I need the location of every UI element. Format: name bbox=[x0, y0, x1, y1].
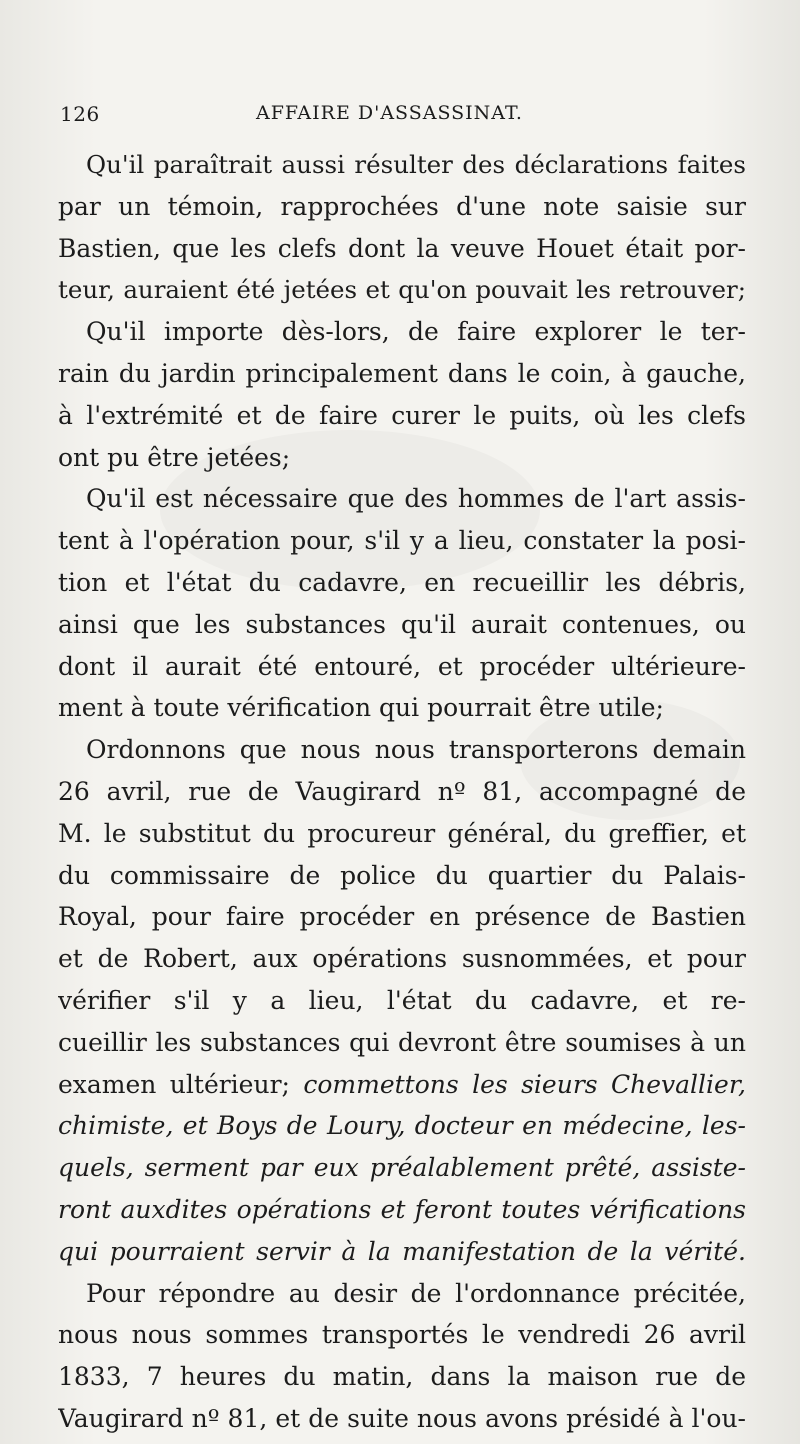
text-line-content: cueillir les substances qui devront être soumises à un bbox=[58, 1027, 746, 1057]
text-line-content: rain du jardin principalement dans le coin, à gauche, bbox=[58, 358, 746, 388]
text-line bbox=[58, 1314, 746, 1356]
text-line bbox=[58, 144, 746, 186]
text-line-content: du commissaire de police du quartier du Palais- bbox=[58, 860, 746, 890]
text-line bbox=[58, 646, 746, 688]
text-line bbox=[58, 896, 746, 938]
text-line bbox=[58, 855, 746, 897]
text-line-content: Royal, pour faire procéder en présence de Bastien bbox=[58, 902, 746, 932]
text-line bbox=[58, 478, 746, 520]
text-line-content: 26 avril, rue de Vaugirard nº 81, accompagné de bbox=[58, 776, 746, 806]
text-line-content: teur, auraient été jetées et qu'on pouvait les retrouver; bbox=[58, 275, 746, 305]
text-line bbox=[58, 269, 746, 311]
text-line bbox=[58, 813, 746, 855]
text-line-content: et de Robert, aux opérations susnommées, et pour bbox=[58, 944, 746, 974]
text-line-content: ainsi que les substances qu'il aurait contenues, ou bbox=[58, 609, 746, 639]
text-line bbox=[58, 311, 746, 353]
text-line-content: tion et l'état du cadavre, en recueillir les débris, bbox=[58, 567, 746, 597]
text-line bbox=[58, 1231, 746, 1273]
text-line-italic-part: commettons les sieurs Chevallier, bbox=[303, 1069, 746, 1099]
text-line-content: dont il aurait été entouré, et procéder ultérieure- bbox=[58, 651, 746, 681]
text-line bbox=[58, 1022, 746, 1064]
text-line-content: Qu'il est nécessaire que des hommes de l'art assis- bbox=[86, 484, 746, 514]
text-line-content: Bastien, que les clefs dont la veuve Houet était por- bbox=[58, 233, 746, 263]
text-line-content: ont pu être jetées; bbox=[58, 442, 291, 472]
text-line-content: nous nous sommes transportés le vendredi 26 avril bbox=[58, 1320, 746, 1350]
text-line bbox=[58, 687, 746, 729]
text-line-content: à l'extrémité et de faire curer le puits, où les clefs bbox=[58, 400, 746, 430]
text-line-content: Pour répondre au desir de l'ordonnance précitée, bbox=[86, 1278, 746, 1308]
text-line bbox=[58, 938, 746, 980]
text-line bbox=[58, 520, 746, 562]
text-line-content: examen ultérieur; bbox=[58, 1069, 290, 1099]
text-line-content: qui pourraient servir à la manifestation de la vérité. bbox=[58, 1236, 746, 1266]
text-line bbox=[58, 1189, 746, 1231]
text-line-content: M. le substitut du procureur général, du greffier, et bbox=[58, 818, 746, 848]
text-line-content: quels, serment par eux préalablement prêté, assiste- bbox=[58, 1153, 746, 1183]
text-line bbox=[58, 1147, 746, 1189]
text-line-content: 1833, 7 heures du matin, dans la maison rue de bbox=[58, 1362, 746, 1392]
text-line bbox=[58, 1356, 746, 1398]
text-line-content: Vaugirard nº 81, et de suite nous avons présidé à l'ou- bbox=[58, 1403, 746, 1433]
running-head: AFFAIRE D'ASSASSINAT. bbox=[256, 102, 523, 124]
body-text bbox=[58, 144, 746, 1440]
text-line bbox=[58, 1064, 746, 1106]
text-line-content: Ordonnons que nous nous transporterons demain bbox=[86, 735, 746, 765]
text-line-content: Qu'il paraîtrait aussi résulter des déclarations faites bbox=[86, 150, 746, 179]
text-line bbox=[58, 1105, 746, 1147]
text-line-content: tent à l'opération pour, s'il y a lieu, constater la posi- bbox=[58, 526, 746, 556]
text-line bbox=[58, 1398, 746, 1440]
text-line-content: ment à toute vérification qui pourrait être utile; bbox=[58, 693, 664, 723]
text-line bbox=[58, 771, 746, 813]
text-line bbox=[58, 353, 746, 395]
text-line bbox=[58, 228, 746, 270]
text-line bbox=[58, 980, 746, 1022]
page-header bbox=[60, 102, 750, 132]
page-number: 126 bbox=[60, 102, 100, 126]
text-line bbox=[58, 562, 746, 604]
text-line bbox=[58, 395, 746, 437]
text-line-content: Qu'il importe dès-lors, de faire explorer le ter- bbox=[86, 317, 746, 347]
text-line bbox=[58, 729, 746, 771]
text-line bbox=[58, 437, 746, 479]
text-line bbox=[58, 186, 746, 228]
text-line-content: chimiste, et Boys de Loury, docteur en médecine, les- bbox=[58, 1111, 746, 1141]
text-line-content: vérifier s'il y a lieu, l'état du cadavre, et re- bbox=[58, 985, 746, 1015]
text-line-content: ront auxdites opérations et feront toutes vérifications bbox=[58, 1194, 746, 1224]
text-line bbox=[58, 604, 746, 646]
text-line bbox=[58, 1273, 746, 1315]
text-line-content: par un témoin, rapprochées d'une note saisie sur bbox=[58, 191, 746, 221]
